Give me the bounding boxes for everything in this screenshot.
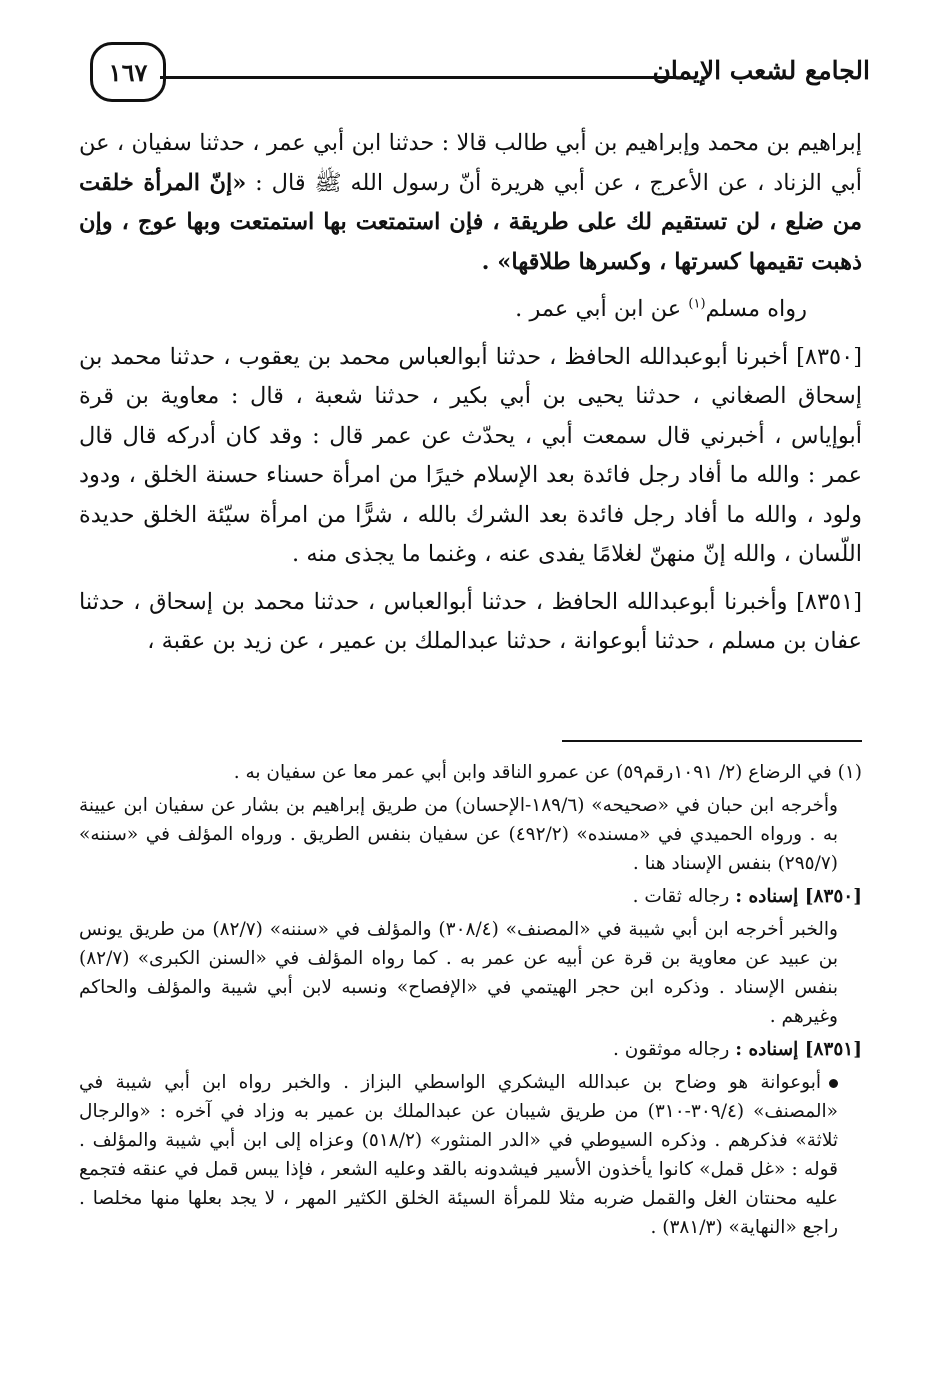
page-number: ١٦٧	[90, 42, 166, 102]
riwaya-text-end: عن ابن أبي عمر .	[515, 296, 689, 322]
note-8350-tag: [٨٣٥٠] إسناده :	[735, 886, 862, 907]
note-8351-text: أبوعوانة هو وضاح بن عبدالله اليشكري الواسطي البزاز . والخبر رواه ابن أبي شيبة في «المصنف» (٣٠٩/٤-٣١٠) من طريق شيبان عن عبدالملك بن عمير به وزاد في آخره : «والرجال ثلاثة» فذكرهم . وذكره السيوطي في «الدر المنثور» (٥١٨/٢) وعزاه إلى ابن أبي شيبة والمؤلف . قوله : «غل قمل» كانوا يأخذون الأسير فيشدونه بالقد وعليه الشعر ، فإذا يبس قمل في عنقه فتجمع عليه محنتان الغل والقمل ضربه مثلا للمرأة السيئة الخلق الكثير المهر ، لا يجد بعلها منها مخلصا . راجع «النهاية» (٣٨١/٣) .	[79, 1072, 839, 1238]
note-8351-detail	[79, 1068, 862, 1242]
footnote-ref: (١)	[688, 296, 706, 312]
note-8351-verdict: رجاله موثقون .	[613, 1039, 736, 1060]
footnotes	[79, 758, 862, 1246]
note-8350-detail: والخبر أخرجه ابن أبي شيبة في «المصنف» (٣٠٨/٤) والمؤلف في «سننه» (٨٢/٧) من طريق يونس بن عبيد عن معاوية بن قرة عن أبيه عن عمر به . كما رواه المؤلف في «السنن الكبرى» (٨٢/٧) بنفس الإسناد . وذكره ابن حجر الهيتمي في «الإفصاح» ونسبه لابن أبي شيبة والمؤلف والحاكم وغيرهم .	[79, 919, 838, 1027]
note-8350-verdict: رجاله ثقات .	[632, 886, 736, 907]
note-8351-heading	[79, 1035, 862, 1064]
paragraph-riwaya	[79, 290, 862, 330]
paragraph-8350: [٨٣٥٠] أخبرنا أبوعبدالله الحافظ ، حدثنا أبوالعباس محمد بن يعقوب ، حدثنا محمد بن إسحاق الصغاني ، حدثنا يحيى بن أبي بكير ، حدثنا شعبة ، قال : معاوية بن قرة أبوإياس ، أخبرني قال سمعت أبي ، يحدّث عن عمر قال : وقد كان أدركه قال قال عمر : والله ما أفاد رجل فائدة بعد الإسلام خيرًا من امرأة حسناء حسنة الخلق ، ودود ولود ، والله ما أفاد رجل فائدة بعد الشرك بالله ، شرًّا من امرأة سيّئة الخلق حديدة اللّسان ، والله إنّ منهنّ لغلامًا يفدى عنه ، وغنما ما يجذى منه .	[79, 343, 862, 567]
header-rule	[160, 76, 675, 79]
page-header	[90, 42, 870, 104]
note-8350-heading	[79, 882, 862, 911]
isnad-text: إبراهيم بن محمد وإبراهيم بن أبي طالب قالا : حدثنا ابن أبي عمر ، حدثنا سفيان ، عن أبي الزناد ، عن الأعرج ، عن أبي هريرة أنّ رسول الله ﷺ قال :	[79, 130, 863, 196]
footnote-1-detail: وأخرجه ابن حبان في «صحيحه» (١٨٩/٦-الإحسان) من طريق إبراهيم بن بشار عن سفيان ابن عيينة به . ورواه الحميدي في «مسنده» (٤٩٢/٢) عن سفيان بنفس الطريق . ورواه المؤلف في «سننه» (٢٩٥/٧) بنفس الإسناد هنا .	[79, 795, 838, 874]
paragraph-8351: [٨٣٥١] وأخبرنا أبوعبدالله الحافظ ، حدثنا أبوالعباس ، حدثنا محمد بن إسحاق ، حدثنا عفان بن مسلم ، حدثنا أبوعوانة ، حدثنا عبدالملك بن عمير ، عن زيد بن عقبة ،	[79, 588, 862, 654]
running-title: الجامع لشعب الإيمان	[652, 56, 870, 85]
footnote-1: (١) في الرضاع (٢/ ١٠٩١رقم٥٩) عن عمرو الناقد وابن أبي عمر معا عن سفيان به .	[233, 762, 862, 783]
footnote-rule	[562, 740, 862, 742]
paragraph-hadith	[79, 124, 862, 282]
bullet-icon	[829, 1079, 838, 1088]
hadith-text: «إنّ المرأة خلقت من ضلع ، لن تستقيم لك على طريقة ، فإن استمتعت بها استمتعت وبها عوج ، وإن ذهبت تقيمها كسرتها ، وكسرها طلاقها» .	[79, 169, 862, 275]
note-8351-tag: [٨٣٥١] إسناده :	[735, 1039, 862, 1060]
main-text	[79, 124, 862, 670]
riwaya-text: رواه مسلم	[705, 296, 807, 322]
